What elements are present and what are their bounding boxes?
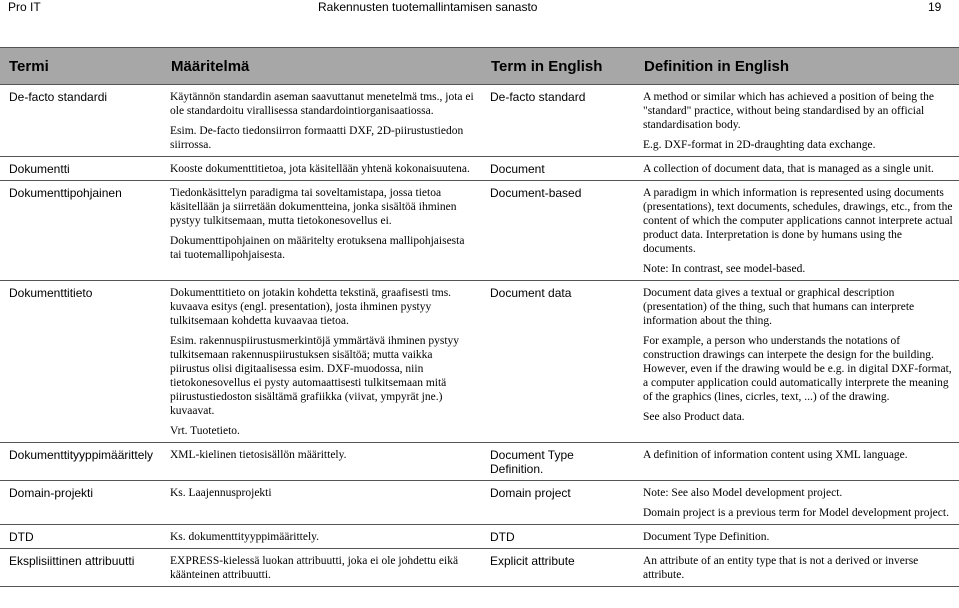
definition-english-cell-paragraph: An attribute of an entity type that is not a derived or inverse attribute.: [643, 555, 919, 581]
definition-english-cell-paragraph: Note: See also Model development project.: [643, 487, 843, 499]
table-row: [0, 85, 959, 157]
definition-cell: [161, 525, 481, 549]
glossary-table: [0, 47, 959, 587]
term-cell: Dokumenttipohjainen: [0, 181, 161, 281]
definition-english-cell-paragraph: A method or similar which has achieved a position of being the "standard" practice, without being standardised by an official standardisation body.: [643, 91, 934, 131]
definition-english-cell-paragraph: Document Type Definition.: [643, 531, 770, 543]
document-title: Rakennusten tuotemallintamisen sanasto: [318, 0, 538, 14]
definition-cell: [161, 85, 481, 157]
definition-cell-paragraph: Vrt. Tuotetieto.: [170, 425, 240, 437]
definition-cell: [161, 443, 481, 481]
definition-english-cell-paragraph: A paradigm in which information is represented using documents (presentations), text documents, schedules, drawings, etc., from the content of which the computer applications cannot interprete actual product data. Interpretation is done by humans using the documents.: [643, 187, 953, 255]
table-row: [0, 549, 959, 587]
definition-english-cell: [634, 181, 959, 281]
definition-english-cell-paragraph: For example, a person who understands the notations of construction drawings can interpete the design for the building. However, even if the drawing would be e.g. in digital DXF-format, a computer application could automatically interprete the meaning of the graphics (lines, cicrles, text, ...) of the drawing.: [643, 335, 952, 403]
term-cell: Eksplisiittinen attribuutti: [0, 549, 161, 587]
term-english-cell: Document-based: [481, 181, 634, 281]
definition-english-cell-paragraph: E.g. DXF-format in 2D-draughting data exchange.: [643, 139, 876, 151]
page-number: 19: [928, 0, 942, 14]
definition-english-cell-paragraph: A collection of document data, that is managed as a single unit.: [643, 163, 934, 175]
term-cell: Domain-projekti: [0, 481, 161, 525]
definition-english-cell: [634, 525, 959, 549]
definition-cell-paragraph: EXPRESS-kielessä luokan attribuutti, joka ei ole johdettu eikä käänteinen attribuutti.: [170, 555, 459, 581]
table-row: [0, 443, 959, 481]
table-header-row: [0, 48, 959, 85]
definition-cell: [161, 157, 481, 181]
definition-cell-paragraph: Dokumenttipohjainen on määritelty erotuksena mallipohjaisesta tai tuotemallipohjaisesta.: [170, 235, 465, 261]
definition-english-cell: [634, 85, 959, 157]
definition-cell: [161, 181, 481, 281]
term-english-cell: De-facto standard: [481, 85, 634, 157]
definition-cell-paragraph: Esim. De-facto tiedonsiirron formaatti DXF, 2D-piirustustiedon siirrossa.: [170, 125, 464, 151]
term-english-cell: Domain project: [481, 481, 634, 525]
term-cell: Dokumentti: [0, 157, 161, 181]
definition-cell-paragraph: Esim. rakennuspiirustusmerkintöjä ymmärtävä ihminen pystyy tulkitsemaan rakennuspiirustuksen sisältöä; mutta vaikka piirustus olisi digitaalisessa esim. DXF-muodossa, niin tietokonesovellus ei pysty automaattisesti tulkitsemaan mitä piirustustiedoston sisältämä grafiikka (viivat, ympyrät jne.) kuvaavat.: [170, 335, 460, 417]
header-left-text: Pro IT: [8, 0, 41, 14]
page-header: [0, 0, 959, 14]
definition-english-cell: [634, 481, 959, 525]
column-header-term: Termi: [0, 48, 161, 85]
definition-cell-paragraph: Käytännön standardin aseman saavuttanut menetelmä tms., jota ei ole standardoitu virallisessa standardointiorganisaatiossa.: [170, 91, 474, 117]
definition-english-cell-paragraph: Document data gives a textual or graphical description (presentation) of the thing, such that humans can interprete information about the thing.: [643, 287, 915, 327]
definition-english-cell: [634, 549, 959, 587]
term-cell: De-facto standardi: [0, 85, 161, 157]
definition-cell-paragraph: Ks. dokumenttityyppimäärittely.: [170, 531, 320, 543]
term-cell: Dokumenttitieto: [0, 281, 161, 443]
column-header-definition: Määritelmä: [161, 48, 481, 85]
definition-cell: [161, 481, 481, 525]
table-row: [0, 481, 959, 525]
definition-english-cell: [634, 281, 959, 443]
definition-cell: [161, 549, 481, 587]
table-row: [0, 157, 959, 181]
definition-english-cell-paragraph: Domain project is a previous term for Model development project.: [643, 507, 949, 519]
definition-english-cell-paragraph: A definition of information content using XML language.: [643, 449, 908, 461]
definition-cell-paragraph: Kooste dokumenttitietoa, jota käsitellään yhtenä kokonaisuutena.: [170, 163, 470, 175]
definition-cell-paragraph: Ks. Laajennusprojekti: [170, 487, 272, 499]
column-header-definition-english: Definition in English: [634, 48, 959, 85]
definition-english-cell: [634, 443, 959, 481]
term-cell: DTD: [0, 525, 161, 549]
term-english-cell: DTD: [481, 525, 634, 549]
term-english-cell: Document data: [481, 281, 634, 443]
term-english-cell: Document Type Definition.: [481, 443, 634, 481]
term-cell: Dokumenttityyppimäärittely: [0, 443, 161, 481]
definition-cell: [161, 281, 481, 443]
definition-cell-paragraph: XML-kielinen tietosisällön määrittely.: [170, 449, 347, 461]
table-row: [0, 525, 959, 549]
definition-english-cell-paragraph: See also Product data.: [643, 411, 745, 423]
table-row: [0, 281, 959, 443]
term-english-cell: Explicit attribute: [481, 549, 634, 587]
table-row: [0, 181, 959, 281]
definition-cell-paragraph: Dokumenttitieto on jotakin kohdetta tekstinä, graafisesti tms. kuvaava esitys (engl. presentation), josta ihminen pystyy tulkitsemaan kohdetta kuvaavaa tietoa.: [170, 287, 452, 327]
column-header-term-english: Term in English: [481, 48, 634, 85]
term-english-cell: Document: [481, 157, 634, 181]
definition-cell-paragraph: Tiedonkäsittelyn paradigma tai soveltamistapa, jossa tietoa käsitellään ja siirretään dokumentteina, jonka sisältöä ihminen pystyy tulkitsemaan, mutta tietokonesovellus ei.: [170, 187, 457, 227]
definition-english-cell-paragraph: Note: In contrast, see model-based.: [643, 263, 806, 275]
definition-english-cell: [634, 157, 959, 181]
